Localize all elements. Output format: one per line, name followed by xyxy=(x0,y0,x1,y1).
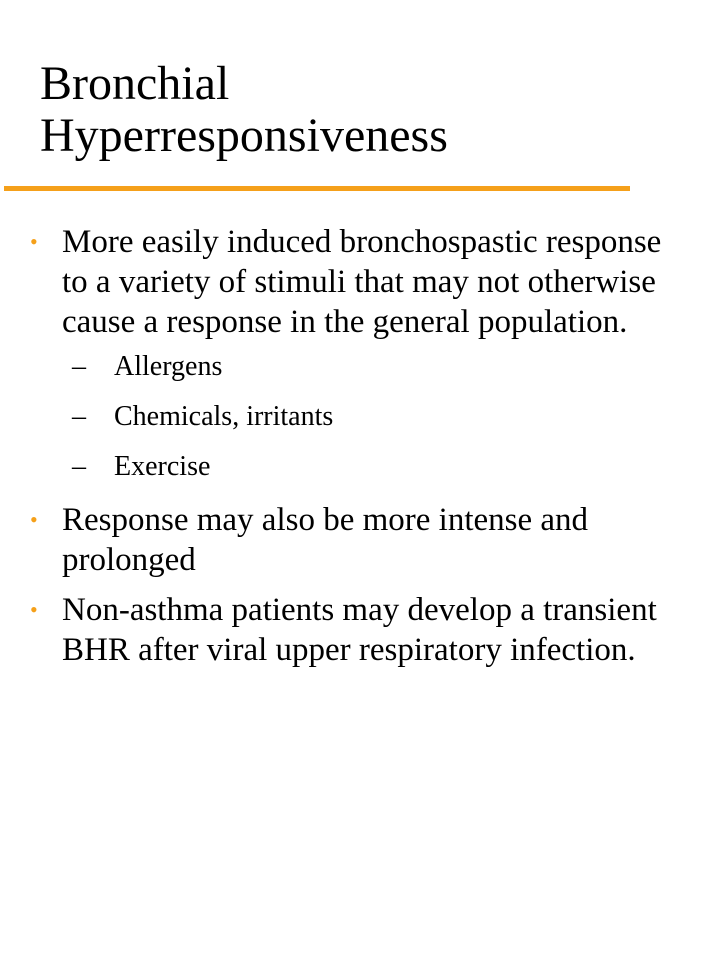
sub-bullet-text: Allergens xyxy=(114,351,223,382)
sub-bullet-item xyxy=(72,350,670,384)
en-dash-icon: – xyxy=(72,401,86,432)
bullet-text: Response may also be more intense and prolonged xyxy=(62,502,589,578)
title-line-1: Bronchial xyxy=(40,57,230,110)
slide-title xyxy=(40,58,680,162)
sub-bullet-text: Exercise xyxy=(114,451,211,482)
sub-bullet-item xyxy=(72,400,670,434)
en-dash-icon: – xyxy=(72,351,86,382)
bullet-text: More easily induced bronchospastic response to a variety of stimuli that may not otherwise cause a response in the general population. xyxy=(62,224,662,340)
sub-bullet-list xyxy=(62,350,670,484)
bullet-dot-icon: • xyxy=(30,229,38,254)
title-line-2: Hyperresponsiveness xyxy=(40,109,448,162)
bullet-item xyxy=(30,590,670,670)
bullet-item xyxy=(30,500,670,580)
bullet-dot-icon: • xyxy=(30,507,38,532)
en-dash-icon: – xyxy=(72,451,86,482)
bullet-list xyxy=(30,222,670,680)
bullet-dot-icon: • xyxy=(30,597,38,622)
sub-bullet-item xyxy=(72,450,670,484)
title-underline xyxy=(4,186,630,191)
sub-bullet-text: Chemicals, irritants xyxy=(114,401,334,432)
bullet-text: Non-asthma patients may develop a transient BHR after viral upper respiratory infection. xyxy=(62,592,657,668)
bullet-item xyxy=(30,222,670,484)
